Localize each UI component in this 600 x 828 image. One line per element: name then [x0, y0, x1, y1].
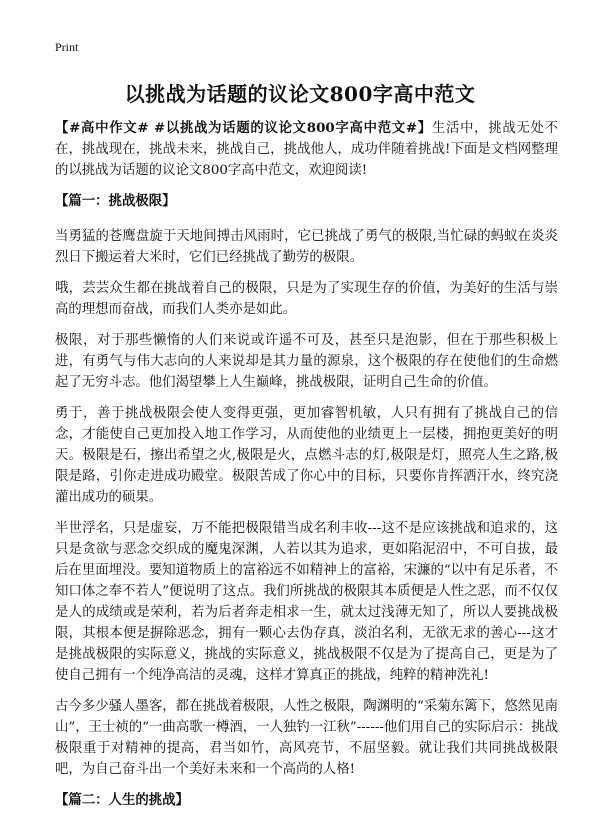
- page-title: 以挑战为话题的议论文800字高中范文: [124, 82, 476, 106]
- paragraph: 半世浮名，只是虚妄，万不能把极限错当成名利丰收---这不是应该挑战和追求的，这只是贪欲与恶念交织成的魔鬼深渊，人若以其为追求，更如陷泥沼中，不可自拔，最后在里面埋没。要知道物质上的富裕远不如精神上的富裕，宋濂的“以中有足乐者，不知口体之奉不若人”便说明了这点。我们所挑战的极限其本质便是人性之恶，而不仅仅是人的成绩或是荣利，若为后者奔走相求一生，就太过浅薄无知了，所以人要挑战极限，其根本便是摒除恶念，拥有一颗心去伪存真，淡泊名利，无欲无求的善心---这才是挑战极限的实际意义，挑战的实际意义，挑战极限不仅是为了提高自己，更是为了使自己拥有一个纯净高洁的灵魂，这样才算真正的挑战，纯粹的精神洗礼!: [55, 521, 558, 683]
- intro-paragraph: [55, 118, 558, 181]
- intro-tag: 【#高中作文# #以挑战为话题的议论文800字高中范文#】: [55, 120, 432, 136]
- section-heading: 【篇二：人生的挑战】: [55, 792, 189, 808]
- paragraph: 哦，芸芸众生都在挑战着自己的极限，只是为了实现生存的价值，为美好的生活与崇高的理想而奋战，而我们人类亦是如此。: [55, 281, 558, 317]
- paragraph: 勇于，善于挑战极限会使人变得更强，更加睿智机敏，人只有拥有了挑战自己的信念，才能使自己更加投入地工作学习，从而使他的业绩更上一层楼，拥抱更美好的明天。极限是石，擦出希望之火,极限是火，点燃斗志的灯,极限是灯，照亮人生之路,极限是路，引你走进成功殿堂。极限苦成了你心中的目标，只要你肯挥洒汗水，终究浇灌出成功的硕果。: [55, 406, 558, 505]
- intro-text: 生活中，挑战无处不在，挑战现在，挑战未来，挑战自己，挑战他人，成功伴随着挑战!下面是文档网整理的以挑战为话题的议论文800字高中范文，欢迎阅读!: [55, 121, 559, 178]
- paragraph: 当勇猛的苍鹰盘旋于天地间搏击风雨时，它已挑战了勇气的极限,当忙碌的蚂蚁在炎炎烈日下搬运着大米时，它们已经挑战了勤劳的极限。: [55, 229, 558, 265]
- paragraph: 古今多少骚人墨客，都在挑战着极限，人性之极限，陶渊明的“采菊东篱下，悠然见南山”，王士祯的“一曲高歌一樽酒，一人独钓一江秋”------他们用自己的实际启示：挑战极限重于对精神的提高，君当如竹，高风亮节，不屈坚毅。就让我们共同挑战极限吧，为自己奋斗出一个美好未来和一个高尚的人格!: [55, 699, 558, 777]
- paragraph: 极限，对于那些懒惰的人们来说或许遥不可及，甚至只是泡影，但在于那些积极上进，有勇气与伟大志向的人来说却是其力量的源泉，这个极限的存在使他们的生命燃起了无穷斗志。他们渴望攀上人生巅峰，挑战极限，证明自己生命的价值。: [55, 333, 558, 390]
- section-heading: 【篇一：挑战极限】: [55, 193, 176, 209]
- article-body: [55, 118, 558, 825]
- print-link[interactable]: Print: [55, 40, 79, 54]
